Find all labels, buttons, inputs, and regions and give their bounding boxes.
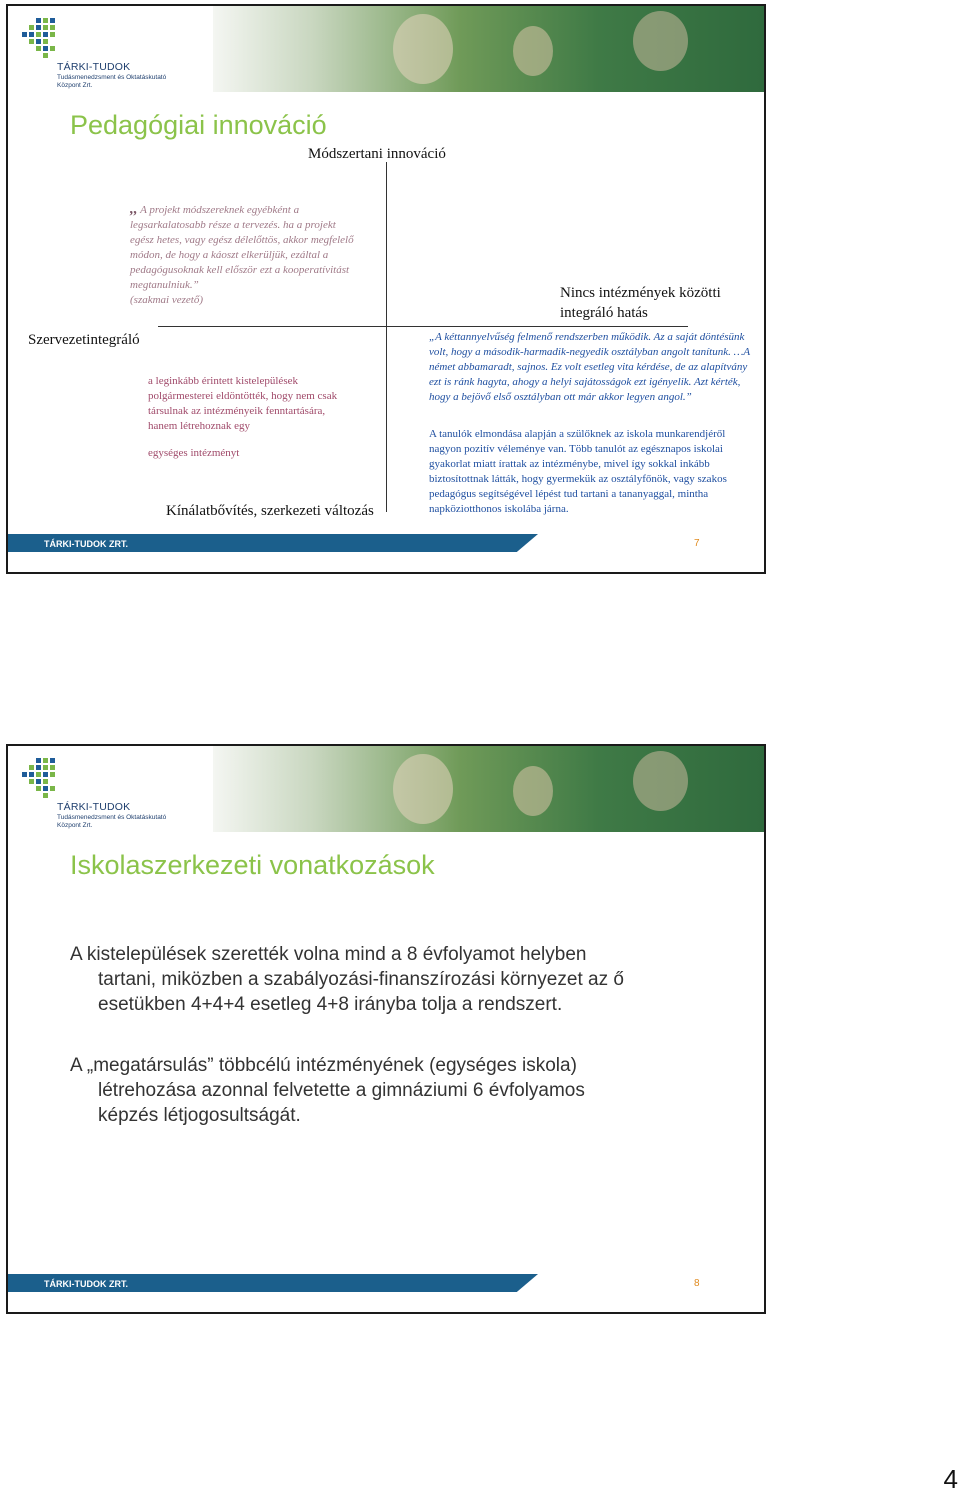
paragraph-2	[70, 1053, 690, 1128]
slide-8	[6, 744, 766, 1314]
quote-top-left	[130, 202, 355, 308]
slide-number: 7	[694, 538, 700, 549]
axis-label-top: Módszertani innováció	[308, 146, 446, 162]
note-text: a leginkább érintett kistelepülések polgármesterei eldöntötték, hogy nem csak társulnak az intézményeik fenntartására, hanem létrehoznak egy	[148, 375, 338, 432]
quote-right: „A kéttannyelvűség felmenő rendszerben működik. Az a saját döntésünk volt, hogy a második-harmadik-negyedik osztályban angolt tanítunk. …A német abbamaradt, sajnos. Ez volt esetleg vita kérdése, de az alapítvány ezt is ránk hagyta, ahogy a helyi sajátosságok ezt igényelik. Azt kérték, hogy a bejövő első osztályban ott már akkor legyen angol.”	[429, 331, 750, 403]
tarki-tudok-logo	[20, 16, 180, 88]
paragraph-line: A „megatársulás” többcélú intézményének (egységes iskola)	[70, 1055, 577, 1076]
slide-7	[6, 4, 766, 574]
axis-label-bottom: Kínálatbővítés, szerkezeti változás	[166, 503, 374, 519]
logo-name: TÁRKI-TUDOK	[57, 801, 131, 813]
note-text: egységes intézményt	[148, 447, 240, 459]
paragraph-line: képzés létjogosultságát.	[98, 1105, 301, 1126]
tarki-tudok-logo	[20, 756, 180, 828]
quote-source: (szakmai vezető)	[130, 294, 204, 306]
page-number: 4	[943, 1464, 958, 1494]
header-banner-image	[213, 746, 764, 832]
axis-label-left: Szervezetintegráló	[28, 332, 140, 348]
logo-subtitle: Tudásmenedzsment és Oktatáskutató Központ Zrt.	[57, 74, 167, 89]
slide-title: Pedagógiai innováció	[70, 110, 327, 140]
quote-mark: ,,	[130, 201, 138, 217]
paragraph-line: létrehozása azonnal felvetette a gimnáziumi 6 évfolyamos	[98, 1080, 585, 1101]
diagram-horizontal-axis	[158, 326, 688, 327]
note-right: A tanulók elmondása alapján a szülőknek az iskola munkarendjéről nagyon pozitív véleménye van. Több tanulót az egésznapos iskolai gyakorlat miatt írattak az intézménybe, mivel így sokkal inkább biztosítottnak látták, hogy gyermekük az osztályfőnök, vagy szakos pedagógus segítségével lépést tud tartani a tananyaggal, mintha napköziotthonos iskolába járna.	[429, 428, 727, 515]
note-bottom-left	[148, 374, 353, 473]
axis-label-right: Nincs intézmények közötti integráló hatás	[560, 285, 721, 321]
logo-subtitle: Tudásmenedzsment és Oktatáskutató Központ Zrt.	[57, 814, 167, 829]
header-banner-image	[213, 6, 764, 92]
paragraph-line: tartani, miközben a szabályozási-finanszírozási környezet az ő	[98, 969, 624, 990]
paragraph-line: esetükben 4+4+4 esetleg 4+8 irányba tolja a rendszert.	[98, 994, 563, 1015]
footer-company: TÁRKI-TUDOK ZRT.	[44, 1279, 128, 1289]
diagram-vertical-axis	[386, 162, 387, 512]
logo-name: TÁRKI-TUDOK	[57, 61, 131, 73]
quote-text: A projekt módszereknek egyébként a legsarkalatosabb része a tervezés. ha a projekt egész hetes, vagy egész délelőttös, akkor megfelelő módon, de hogy a káoszt elkerüljük, ezáltal a pedagógusoknak kell először ezt a kooperatívitást megtanulniuk.”	[130, 204, 354, 291]
slide-title: Iskolaszerkezeti vonatkozások	[70, 850, 435, 880]
footer-company: TÁRKI-TUDOK ZRT.	[44, 539, 128, 549]
slide-number: 8	[694, 1278, 700, 1289]
paragraph-1	[70, 942, 690, 1017]
paragraph-line: A kistelepülések szerették volna mind a 8 évfolyamot helyben	[70, 944, 587, 965]
